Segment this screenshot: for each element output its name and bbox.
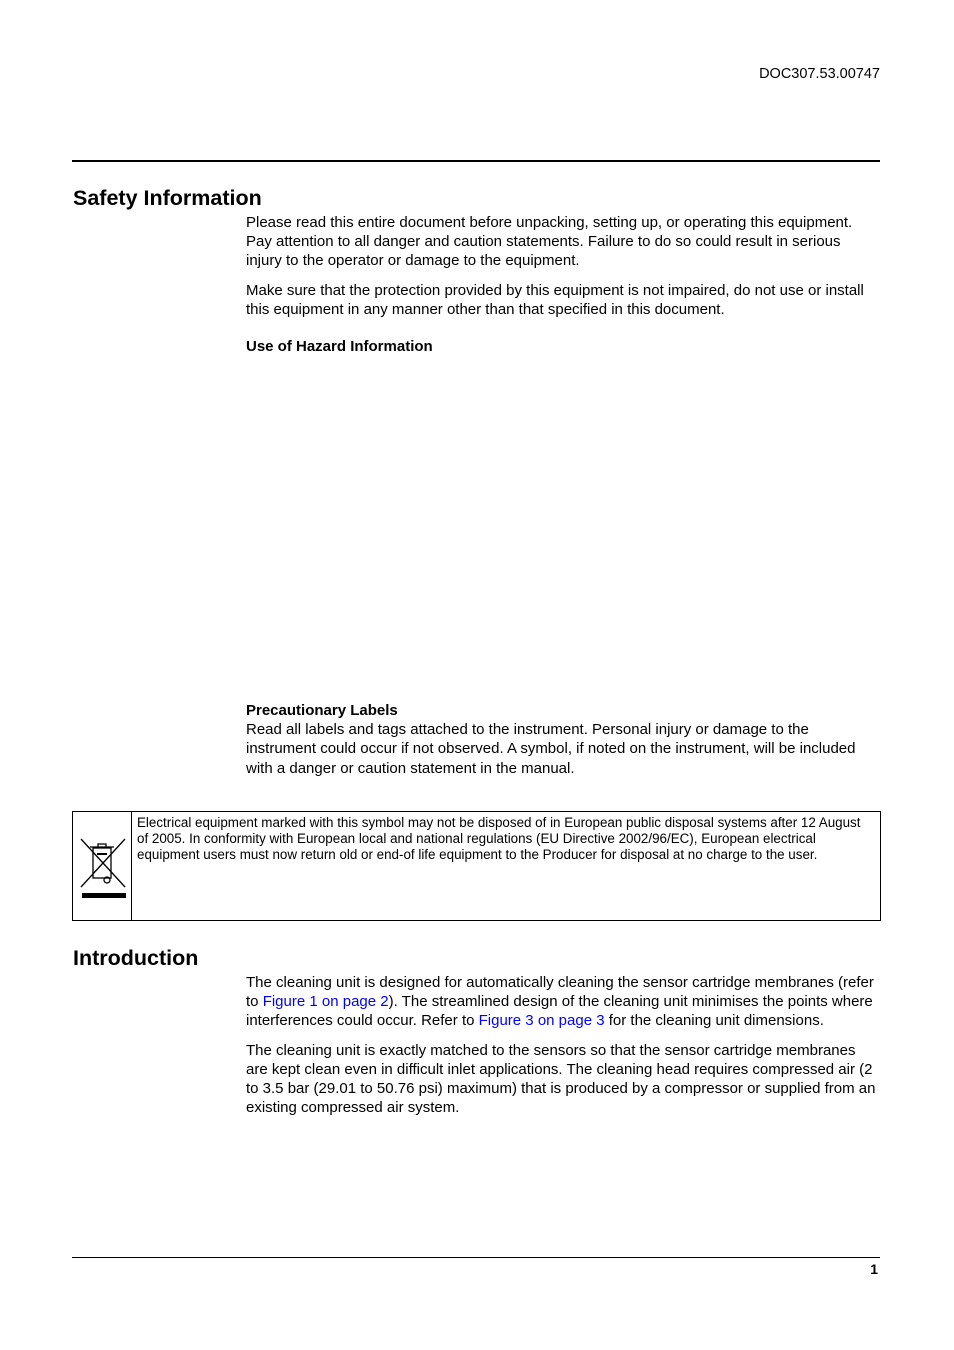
precautionary-labels-section: [246, 701, 876, 778]
safety-section: [246, 213, 876, 366]
introduction-paragraph-1: [246, 973, 876, 1031]
introduction-heading: Introduction: [73, 946, 199, 970]
figure-1-link[interactable]: Figure 1 on page 2: [262, 993, 389, 1011]
weee-notice-box: [72, 811, 881, 921]
crossed-out-wheelie-bin-icon: [73, 812, 131, 920]
intro-text: ). The streamlined design of the cleaning unit minimises the points where interferences could occur. Refer to: [246, 993, 873, 1030]
footer-divider: [72, 1257, 880, 1258]
weee-notice-text: Electrical equipment marked with this symbol may not be disposed of in European public disposal systems after 12 August of 2005. In conformity with European local and national regulations (EU Directive 2002/96/EC), European electrical equipment users must now return old or end-of life equipment to the Producer for disposal at no charge to the user.: [137, 815, 861, 862]
figure-3-link[interactable]: Figure 3 on page 3: [478, 1012, 605, 1030]
page-number: 1: [870, 1261, 878, 1277]
introduction-paragraph-2: The cleaning unit is exactly matched to the sensors so that the sensor cartridge membranes are kept clean even in difficult inlet applications. The cleaning head requires compressed air (2 to 3.5 bar (29.01 to 50.76 psi) maximum) that is produced by a compressor or supplied from an existing compressed air system.: [246, 1041, 876, 1117]
hazard-information-heading: Use of Hazard Information: [246, 338, 433, 356]
precautionary-labels-text: Read all labels and tags attached to the instrument. Personal injury or damage to the instrument could occur if not observed. A symbol, if noted on the instrument, will be included with a danger or caution statement in the manual.: [246, 721, 856, 777]
intro-text: for the cleaning unit dimensions.: [604, 1012, 824, 1030]
safety-paragraph-1: Please read this entire document before unpacking, setting up, or operating this equipment. Pay attention to all danger and caution statements. Failure to do so could result in serious injury to the operator or damage to the equipment.: [246, 214, 853, 270]
introduction-section: [246, 973, 876, 1127]
precautionary-labels-heading: Precautionary Labels: [246, 702, 398, 719]
safety-information-heading: Safety Information: [73, 186, 262, 210]
header-divider: [72, 160, 880, 162]
safety-paragraph-2: Make sure that the protection provided by this equipment is not impaired, do not use or install this equipment in any manner other than that specified in this document.: [246, 281, 864, 318]
document-number: DOC307.53.00747: [759, 66, 880, 82]
intro-text: The cleaning unit is designed for automatically cleaning the sensor cartridge membranes (refer to: [246, 974, 874, 1011]
